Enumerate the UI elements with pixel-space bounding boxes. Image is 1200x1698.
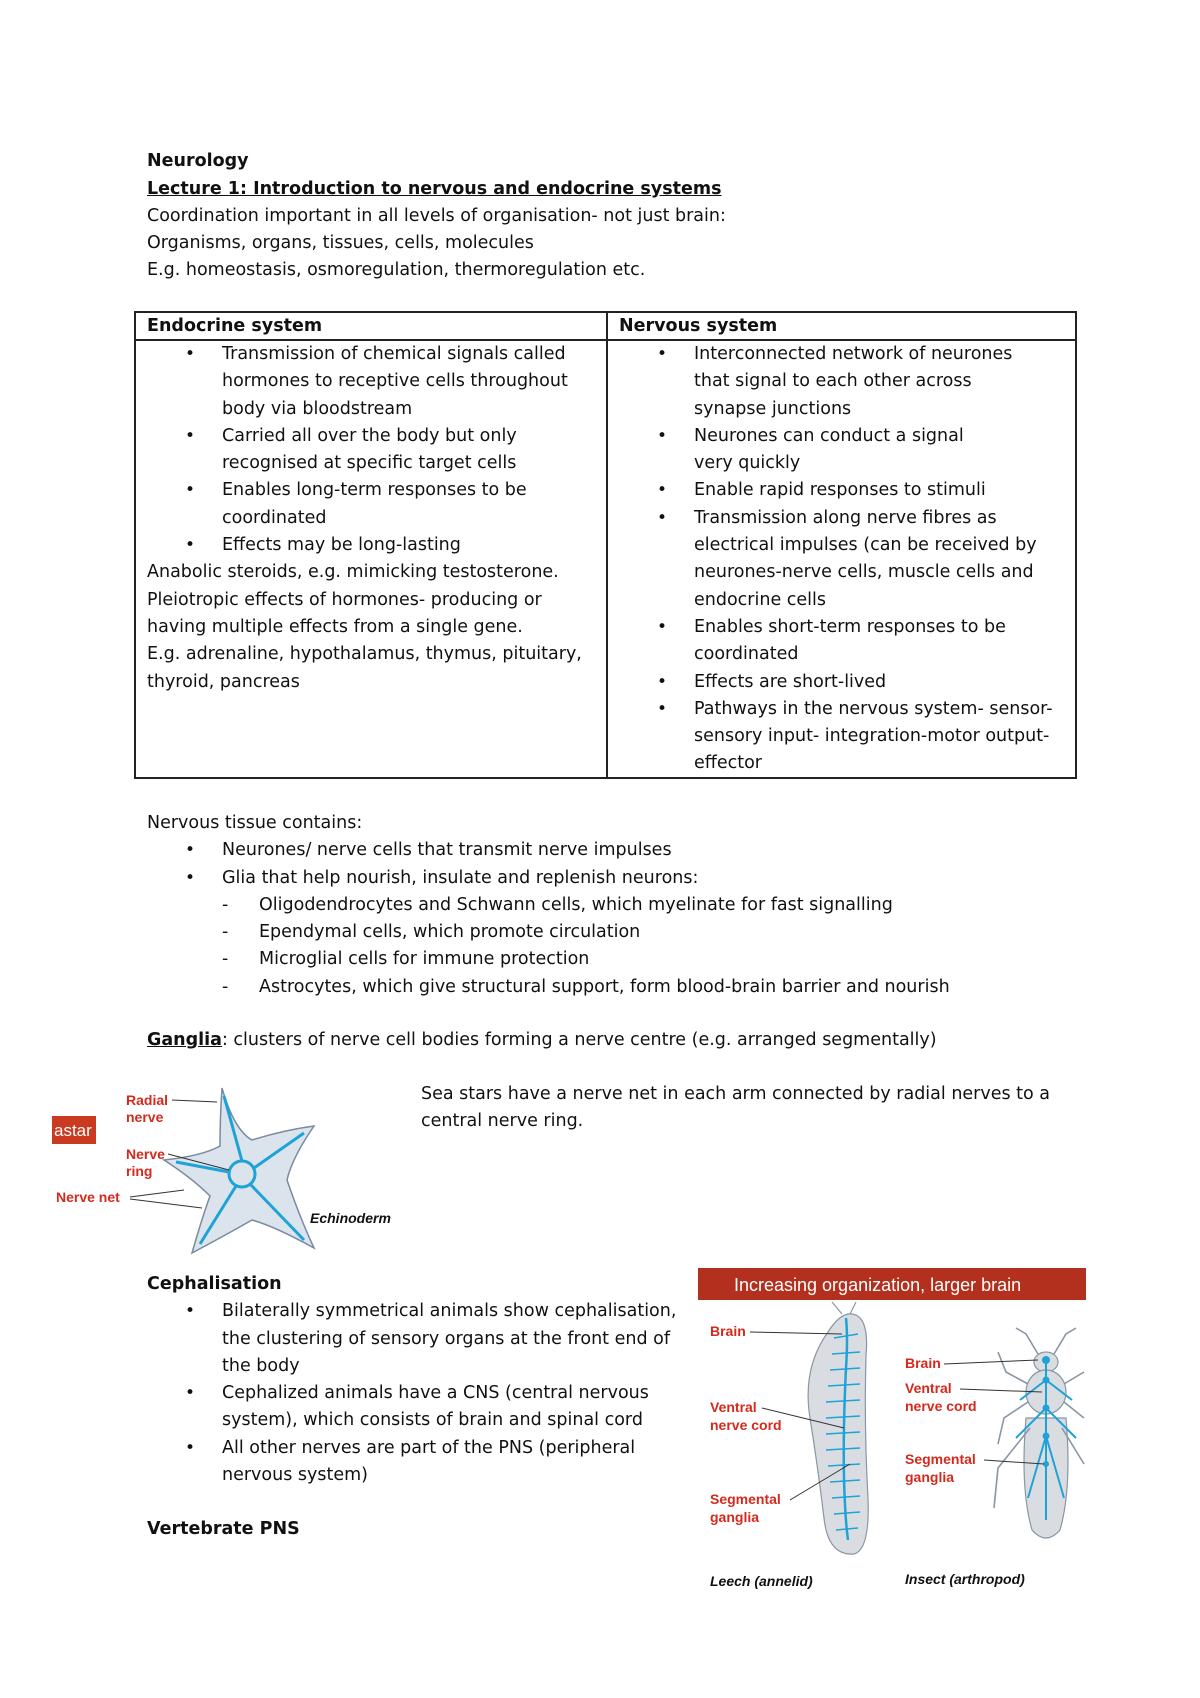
net-label: Nerve net: [56, 1189, 120, 1205]
list-item: • Transmission of chemical signals called hormones to receptive cells throughout body via bloodstream: [136, 341, 591, 423]
list-item: - Oligodendrocytes and Schwann cells, which myelinate for fast signalling: [136, 892, 1047, 919]
comparison-table: [134, 311, 1077, 779]
list-item: - Ependymal cells, which promote circulation: [136, 919, 1047, 946]
figure-tab-label: astar: [54, 1121, 92, 1140]
vertebrate-pns-heading: Vertebrate PNS: [147, 1519, 300, 1539]
insect-ventral-label-1: Ventral: [905, 1380, 952, 1396]
list-item: • Neurones/ nerve cells that transmit nerve impulses: [136, 837, 1047, 864]
list-item: • Carried all over the body but only recognised at specific target cells: [136, 423, 591, 478]
banner-text: Increasing organization, larger brain: [734, 1275, 1022, 1295]
list-item: • Effects may be long-lasting: [136, 532, 591, 559]
leader-line: [172, 1100, 217, 1102]
leech-segmental-label-1: Segmental: [710, 1491, 781, 1507]
list-item: • Pathways in the nervous system- sensor- sensory input- integration-motor output-effector: [608, 696, 1073, 778]
cephalisation-section: [147, 1271, 677, 1489]
list-item: • Bilaterally symmetrical animals show cephalisation, the clustering of sensory organs at the front end of the body: [136, 1298, 677, 1380]
ganglia-definition: : clusters of nerve cell bodies forming a nerve centre (e.g. arranged segmentally): [221, 1030, 937, 1050]
leader-line: [130, 1190, 184, 1197]
list-item: - Astrocytes, which give structural support, form blood-brain barrier and nourish: [136, 974, 1047, 1001]
insect-segmental-label-1: Segmental: [905, 1451, 976, 1467]
radial-label-2: nerve: [126, 1109, 164, 1125]
leader-line: [130, 1199, 202, 1208]
list-item: • Interconnected network of neurones that signal to each other across synapse junctions: [608, 341, 1073, 423]
nervous-cell: [608, 341, 1073, 778]
nervous-bullets: [608, 341, 1073, 778]
seastar-figure: [52, 1078, 412, 1258]
list-item: • Enables short-term responses to be coordinated: [608, 614, 1073, 669]
list-item: • Glia that help nourish, insulate and replenish neurons:: [136, 865, 1047, 892]
list-item: • Transmission along nerve fibres as electrical impulses (can be received by neurones-nerve cells, muscle cells and endocrine cells: [608, 505, 1073, 614]
endocrine-note: Pleiotropic effects of hormones- producing or having multiple effects from a single gene.: [147, 589, 542, 637]
leech-brain-label: Brain: [710, 1323, 746, 1339]
table-header-cell: [608, 313, 1077, 341]
glia-types-list: [136, 892, 1047, 1001]
intro-line: Organisms, organs, tissues, cells, molecules: [147, 233, 534, 253]
intro-line: E.g. homeostasis, osmoregulation, thermoregulation etc.: [147, 260, 646, 280]
leech-caption: Leech (annelid): [710, 1573, 813, 1589]
insect-brain-label: Brain: [905, 1355, 941, 1371]
intro-line: Coordination important in all levels of organisation- not just brain:: [147, 206, 726, 226]
lecture-title: Lecture 1: Introduction to nervous and endocrine systems: [147, 179, 722, 199]
endocrine-cell: [136, 341, 601, 696]
list-item: • Effects are short-lived: [608, 669, 1073, 696]
ganglia-term: Ganglia: [147, 1030, 222, 1050]
list-item: • All other nerves are part of the PNS (peripheral nervous system): [136, 1435, 677, 1490]
leech-segmental-label-2: ganglia: [710, 1509, 760, 1525]
nervous-tissue-bullets: [136, 837, 1047, 892]
seastar-description: Sea stars have a nerve net in each arm connected by radial nerves to a central nerve ring.: [421, 1084, 1051, 1132]
seastar-caption: Echinoderm: [310, 1210, 391, 1226]
cephalisation-bullets: [136, 1298, 677, 1489]
endocrine-note: E.g. adrenaline, hypothalamus, thymus, pituitary, thyroid, pancreas: [147, 644, 582, 692]
leech-ventral-label-1: Ventral: [710, 1399, 757, 1415]
cephalisation-heading: Cephalisation: [147, 1274, 282, 1294]
leader-line: [944, 1360, 1038, 1364]
endocrine-note: Anabolic steroids, e.g. mimicking testosterone.: [147, 562, 559, 583]
endocrine-header: Endocrine system: [147, 316, 323, 336]
endocrine-bullets: [136, 341, 591, 559]
list-item: - Microglial cells for immune protection: [136, 946, 1047, 973]
table-header-cell: [136, 313, 606, 341]
organization-figure: [698, 1268, 1090, 1598]
ganglia-line: [147, 1027, 937, 1054]
insect-segmental-label-2: ganglia: [905, 1469, 955, 1485]
leech-head: [832, 1302, 856, 1314]
insect-ventral-label-2: nerve cord: [905, 1398, 977, 1414]
nervous-header: Nervous system: [619, 316, 778, 336]
list-item: • Cephalized animals have a CNS (central nervous system), which consists of brain and spinal cord: [136, 1380, 677, 1435]
list-item: • Enable rapid responses to stimuli: [608, 477, 1073, 504]
ring-label-1: Nerve: [126, 1146, 165, 1162]
insect-caption: Insect (arthropod): [905, 1571, 1025, 1587]
nervous-tissue-intro: Nervous tissue contains:: [147, 813, 363, 833]
list-item: • Neurones can conduct a signal very quickly: [608, 423, 1073, 478]
ring-label-2: ring: [126, 1163, 153, 1179]
radial-label-1: Radial: [126, 1092, 169, 1108]
nervous-tissue-section: [147, 810, 1047, 1001]
document-heading: Neurology: [147, 151, 249, 171]
leech-ventral-label-2: nerve cord: [710, 1417, 782, 1433]
list-item: • Enables long-term responses to be coordinated: [136, 477, 591, 532]
